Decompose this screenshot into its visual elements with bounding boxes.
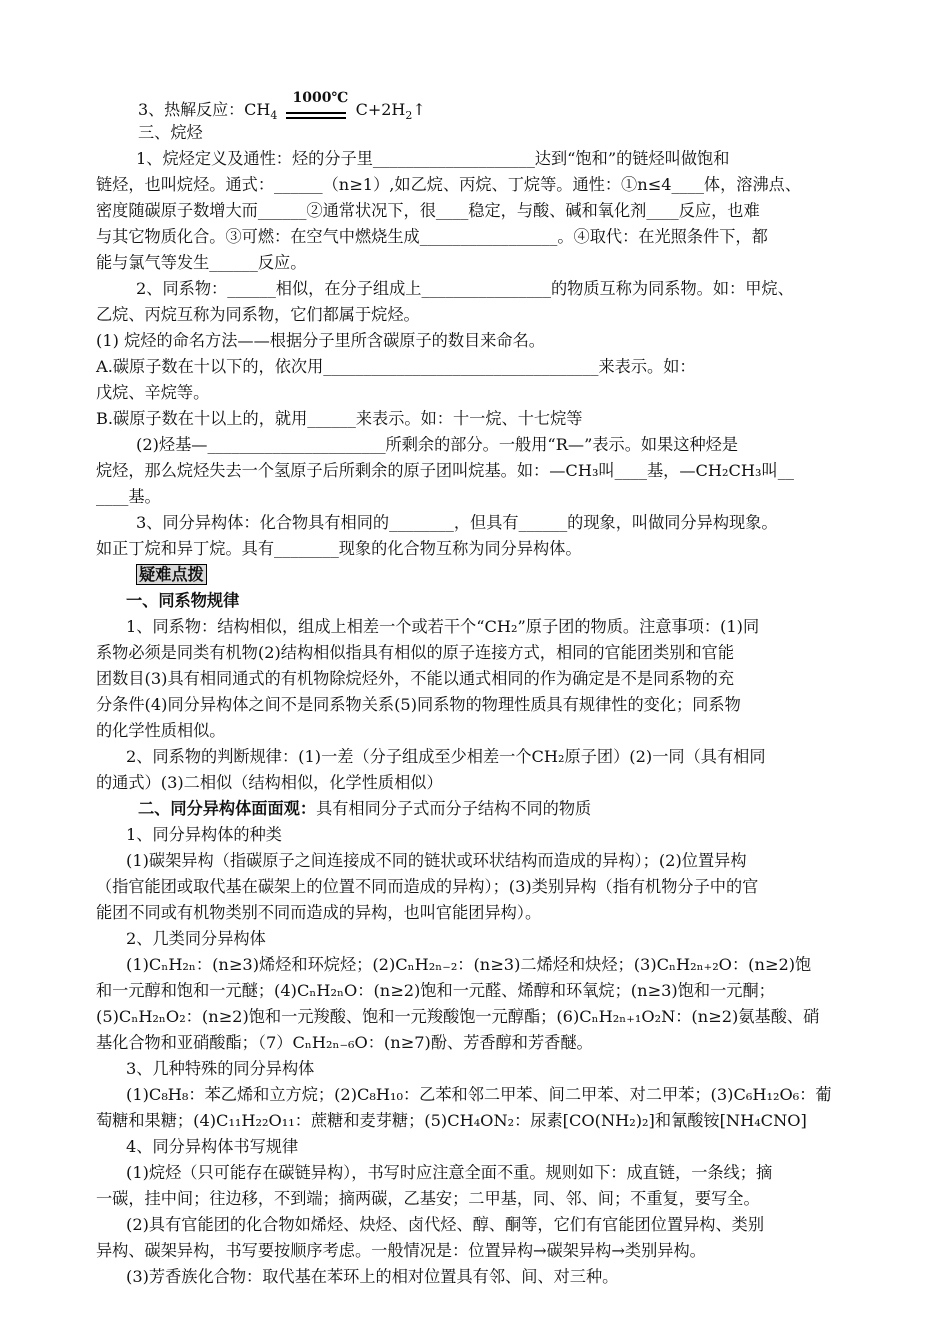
text-line: 能团不同或有机物类别不同而造成的异构，也叫官能团异构）。: [96, 903, 542, 922]
reaction-condition: 1000℃: [292, 90, 349, 106]
text-line: (5)CₙH₂ₙO₂：(n≥2)饱和一元羧酸、饱和一元羧酸饱一元醇酯；(6)CₙH₂ₙ₊₁O₂N：(n≥2)氨基酸、硝: [96, 1007, 820, 1026]
text-line: 密度随碳原子数增大而______②通常状况下，很____稳定，与酸、碱和氧化剂____反应，也难: [96, 201, 760, 220]
text-line: (1)烷烃（只可能存在碳链异构），书写时应注意全面不重。规则如下：成直链，一条线；摘: [126, 1163, 773, 1182]
text-line: B.碳原子数在十以上的，就用______来表示。如：十一烷、十七烷等: [96, 409, 583, 428]
section-heading-alkanes: 三、烷烃: [138, 123, 203, 142]
text-line: 2、几类同分异构体: [126, 929, 266, 948]
text-line: 如正丁烷和异丁烷。具有________现象的化合物互称为同分异构体。: [96, 539, 582, 558]
text-line: (3)芳香族化合物：取代基在苯环上的相对位置具有邻、间、对三种。: [126, 1267, 619, 1286]
text-line: 基化合物和亚硝酸酯；（7）CₙH₂ₙ₋₆O：(n≥7)酚、芳香醇和芳香醚。: [96, 1033, 593, 1052]
text-line: 分条件(4)同分异构体之间不是同系物关系(5)同系物的物理性质具有规律性的变化；同系物: [96, 695, 741, 714]
text-line: (1)C₈H₈：苯乙烯和立方烷；(2)C₈H₁₀：乙苯和邻二甲苯、间二甲苯、对二甲苯；(3)C₆H₁₂O₆：葡: [126, 1085, 832, 1104]
isomer-definition: 具有相同分子式而分子结构不同的物质: [316, 799, 592, 818]
reaction-label: 3、热解反应：CH: [138, 99, 271, 119]
text-line: 和一元醇和饱和一元醚；(4)CₙH₂ₙO：(n≥2)饱和一元醛、烯醇和环氧烷；(n≥3)饱和一元酮；: [96, 981, 775, 1000]
text-line: 烷烃，那么烷烃失去一个氢原子后所剩余的原子团叫烷基。如：—CH₃叫____基，—CH₂CH₃叫__: [96, 461, 794, 480]
text-line: 的通式）(3)二相似（结构相似，化学性质相似）: [96, 773, 443, 792]
text-line: 萄糖和果糖；(4)C₁₁H₂₂O₁₁：蔗糖和麦芽糖；(5)CH₄ON₂：尿素[CO(NH₂)₂]和氰酸铵[NH₄CNO]: [96, 1111, 807, 1130]
text-line: 团数目(3)具有相同通式的有机物除烷烃外，不能以通式相同的作为确定是不是同系物的充: [96, 669, 735, 688]
text-line: 2、同系物：______相似，在分子组成上________________的物质互称为同系物。如：甲烷、: [136, 279, 794, 298]
equal-line-top: [286, 112, 346, 114]
text-line: 1、烷烃定义及通性：烃的分子里____________________达到“饱和”的链烃叫做饱和: [136, 149, 730, 168]
h2-subscript: 2: [405, 109, 413, 122]
text-line: 3、同分异构体：化合物具有相同的________，但具有______的现象，叫做同分异构现象。: [136, 513, 778, 532]
text-line: 能与氯气等发生______反应。: [96, 253, 307, 272]
text-line: (1)CₙH₂ₙ：(n≥3)烯烃和环烷烃；(2)CₙH₂ₙ₋₂：(n≥3)二烯烃和炔烃；(3)CₙH₂ₙ₊₂O：(n≥2)饱: [126, 955, 812, 974]
text-line: 乙烷、丙烷互称为同系物，它们都属于烷烃。: [96, 305, 420, 324]
difficulty-heading: [136, 562, 950, 588]
text-line: 的化学性质相似。: [96, 721, 226, 740]
reaction-arrow: [286, 90, 349, 122]
text-line: A.碳原子数在十以下的，依次用__________________________________来表示。如：: [96, 357, 696, 376]
ch4-subscript: 4: [270, 109, 278, 122]
text-line: ____基。: [96, 487, 161, 506]
difficulty-heading-label: 疑难点拨: [136, 564, 207, 585]
text-line: 异构、碳架异构，书写要按顺序考虑。一般情况是：位置异构→碳架异构→类别异构。: [96, 1241, 706, 1260]
isomer-overview-line: [138, 796, 950, 822]
text-line: (1) 烷烃的命名方法——根据分子里所含碳原子的数目来命名。: [96, 331, 545, 350]
text-line: 链烃，也叫烷烃。通式：______（n≥1）,如乙烷、丙烷、丁烷等。通性：①n≤4____体，溶沸点、: [96, 175, 802, 194]
text-line: 1、同分异构体的种类: [126, 825, 282, 844]
text-line: 2、同系物的判断规律：(1)一差（分子组成至少相差一个CH₂原子团）(2)一同（具有相同: [126, 747, 766, 766]
text-line: 3、几种特殊的同分异构体: [126, 1059, 315, 1078]
section-heading-homologue: 一、同系物规律: [126, 591, 240, 610]
reaction-product: C+2H: [355, 99, 406, 119]
text-line: 一碳，挂中间；往边移，不到端；摘两碳，乙基安；二甲基，同、邻、间；不重复，要写全。: [96, 1189, 760, 1208]
gas-up-arrow: ↑: [412, 99, 426, 119]
text-line: (1)碳架异构（指碳原子之间连接成不同的链状或环状结构而造成的异构）；(2)位置异构: [126, 851, 747, 870]
text-line: 系物必须是同类有机物(2)结构相似指具有相似的原子连接方式，相同的官能团类别和官能: [96, 643, 735, 662]
text-line: 与其它物质化合。③可燃：在空气中燃烧生成_________________。④取代：在光照条件下，都: [96, 227, 768, 246]
section-heading-isomers: 二、同分异构体面面观：: [138, 799, 317, 818]
text-line: 1、同系物：结构相似，组成上相差一个或若干个“CH₂”原子团的物质。注意事项：(1)同: [126, 617, 760, 636]
text-line: (2)具有官能团的化合物如烯烃、炔烃、卤代烃、醇、酮等，它们有官能团位置异构、类别: [126, 1215, 765, 1234]
text-line: （指官能团或取代基在碳架上的位置不同而造成的异构）；(3)类别异构（指有机物分子中的官: [96, 877, 759, 896]
text-line: 戊烷、辛烷等。: [96, 383, 210, 402]
text-line: (2)烃基—______________________所剩余的部分。一般用“R—”表示。如果这种烃是: [136, 435, 739, 454]
equal-line-bottom: [286, 117, 346, 119]
text-line: 4、同分异构体书写规律: [126, 1137, 299, 1156]
